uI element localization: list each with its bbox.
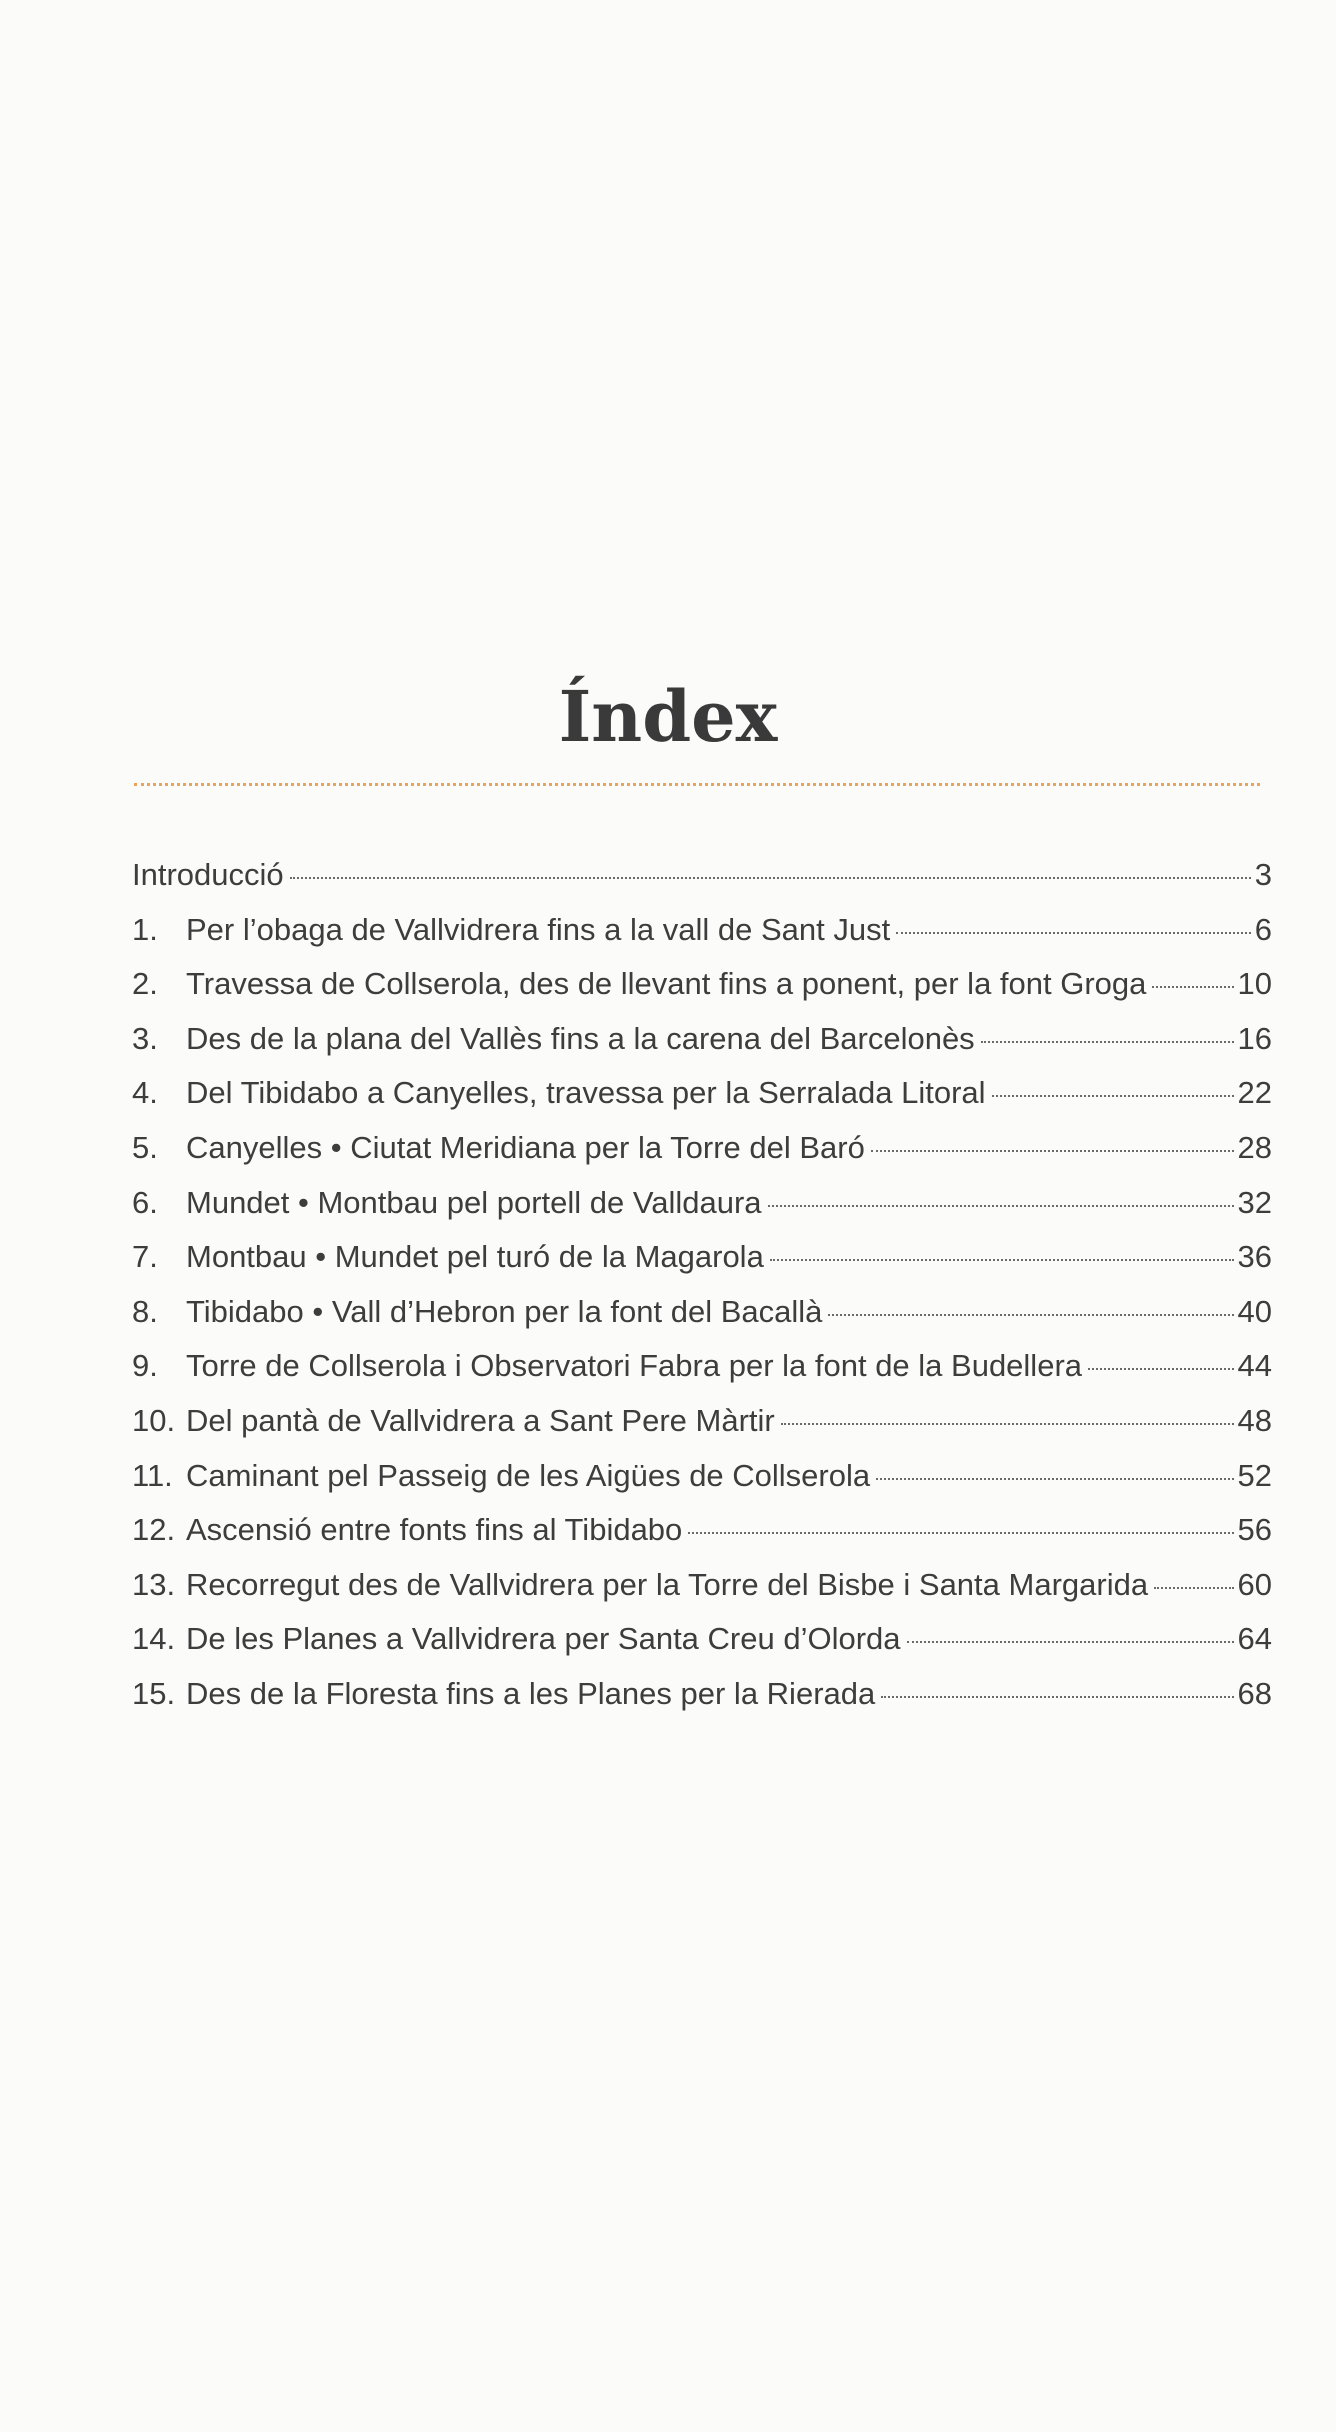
dot-leader <box>896 932 1251 934</box>
toc-entry-page: 32 <box>1237 1184 1272 1220</box>
dot-leader <box>1154 1587 1233 1589</box>
toc-entry-title: Introducció <box>132 857 284 892</box>
toc-entry-number: 8. <box>132 1293 158 1329</box>
toc-entry-page: 3 <box>1254 857 1272 892</box>
toc-entry-page: 28 <box>1237 1129 1272 1165</box>
toc-entry-page: 10 <box>1237 966 1272 1002</box>
toc-entry-page: 22 <box>1237 1075 1272 1111</box>
toc-entry <box>132 1066 1272 1121</box>
toc-entry-title: Del Tibidabo a Canyelles, travessa per la Serralada Litoral <box>186 1075 986 1111</box>
toc-entry-title: Canyelles • Ciutat Meridiana per la Torre del Baró <box>186 1129 865 1165</box>
toc-entry-title: Caminant pel Passeig de les Aigües de Collserola <box>186 1457 871 1493</box>
toc-entry-number: 1. <box>132 911 158 947</box>
dot-leader <box>781 1423 1234 1425</box>
toc-entry-page: 40 <box>1237 1293 1272 1329</box>
toc-entry-page: 60 <box>1237 1566 1272 1602</box>
toc-entry-title: De les Planes a Vallvidrera per Santa Creu d’Olorda <box>186 1621 901 1657</box>
dot-leader <box>981 1041 1234 1043</box>
dot-leader <box>871 1150 1234 1152</box>
toc-entry-number: 7. <box>132 1239 158 1275</box>
dot-leader <box>992 1095 1234 1097</box>
dot-leader <box>881 1696 1233 1698</box>
dot-leader <box>770 1259 1234 1261</box>
dot-leader <box>1152 986 1233 988</box>
toc-entry-page: 6 <box>1254 911 1272 947</box>
toc-entry <box>132 1612 1272 1667</box>
toc-entry-page: 48 <box>1237 1402 1272 1438</box>
toc-entry <box>132 957 1272 1012</box>
toc-entry <box>132 1121 1272 1176</box>
toc-entry <box>132 1339 1272 1394</box>
toc-entry-page: 52 <box>1237 1457 1272 1493</box>
dotted-divider <box>134 783 1260 786</box>
toc-entry-title: Ascensió entre fonts fins al Tibidabo <box>186 1512 683 1548</box>
toc-entry-number: 6. <box>132 1184 158 1220</box>
toc-entry-number: 10. <box>132 1402 176 1438</box>
toc-entry-page: 44 <box>1237 1348 1272 1384</box>
toc-entry-number: 4. <box>132 1075 158 1111</box>
dot-leader <box>876 1478 1233 1480</box>
dot-leader <box>1088 1368 1234 1370</box>
dot-leader <box>768 1205 1234 1207</box>
toc-entry-title: Montbau • Mundet pel turó de la Magarola <box>186 1239 764 1275</box>
toc-entry-title: Per l’obaga de Vallvidrera fins a la vall de Sant Just <box>186 911 891 947</box>
toc-entry-title: Travessa de Collserola, des de llevant fins a ponent, per la font Groga <box>186 966 1147 1002</box>
toc-entry-number: 9. <box>132 1348 158 1384</box>
toc-entry-number: 15. <box>132 1675 176 1711</box>
toc-entry-number: 2. <box>132 966 158 1002</box>
toc-entry-title: Torre de Collserola i Observatori Fabra per la font de la Budellera <box>186 1348 1083 1384</box>
toc-entry <box>132 1503 1272 1558</box>
toc-entry <box>132 848 1272 903</box>
toc-entry-title: Des de la plana del Vallès fins a la carena del Barcelonès <box>186 1020 975 1056</box>
index-title: Índex <box>558 675 778 758</box>
toc-entry <box>132 1667 1272 1722</box>
dot-leader <box>290 877 1251 879</box>
toc-entry-page: 64 <box>1237 1621 1272 1657</box>
toc-entry-title: Recorregut des de Vallvidrera per la Torre del Bisbe i Santa Margarida <box>186 1566 1149 1602</box>
toc-entry <box>132 1230 1272 1285</box>
toc-entry-title: Mundet • Montbau pel portell de Valldaura <box>186 1184 762 1220</box>
toc-entry-number: 3. <box>132 1020 158 1056</box>
toc-entry-page: 16 <box>1237 1020 1272 1056</box>
toc-entry-title: Del pantà de Vallvidrera a Sant Pere Màrtir <box>186 1402 775 1438</box>
toc-entry-number: 5. <box>132 1129 158 1165</box>
toc-entry-number: 14. <box>132 1621 176 1657</box>
toc-entry-page: 56 <box>1237 1512 1272 1548</box>
toc-entry <box>132 1558 1272 1613</box>
toc-entry-page: 68 <box>1237 1675 1272 1711</box>
toc-entry <box>132 1449 1272 1504</box>
toc-entry <box>132 1176 1272 1231</box>
toc-entry-title: Tibidabo • Vall d’Hebron per la font del Bacallà <box>186 1293 823 1329</box>
toc-entry <box>132 1394 1272 1449</box>
toc-entry-title: Des de la Floresta fins a les Planes per la Rierada <box>186 1675 876 1711</box>
dot-leader <box>907 1641 1234 1643</box>
toc-entry-number: 11. <box>132 1457 173 1493</box>
toc-entry-page: 36 <box>1237 1239 1272 1275</box>
toc-entry <box>132 903 1272 958</box>
dot-leader <box>688 1532 1233 1534</box>
toc-entry <box>132 1012 1272 1067</box>
toc-entry-number: 12. <box>132 1512 176 1548</box>
toc-entry-number: 13. <box>132 1566 176 1602</box>
dot-leader <box>828 1314 1233 1316</box>
table-of-contents <box>132 848 1272 1722</box>
toc-entry <box>132 1285 1272 1340</box>
